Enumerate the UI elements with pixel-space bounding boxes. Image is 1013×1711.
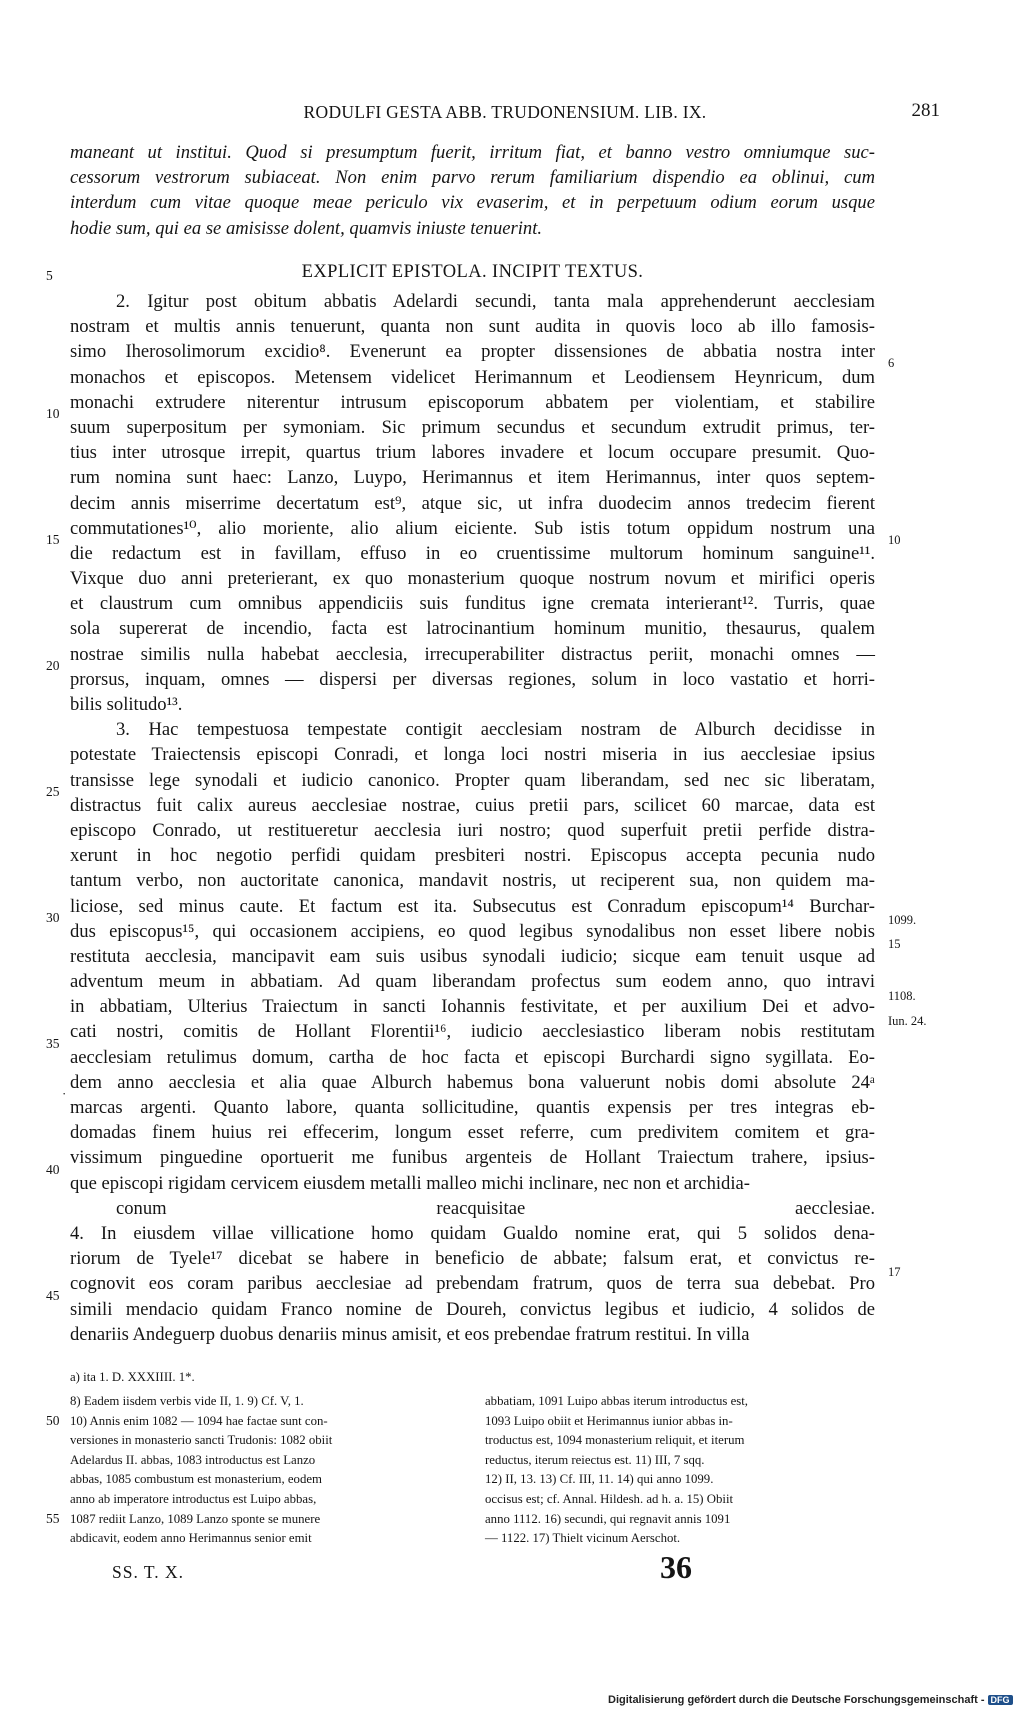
line-number: 45 [46, 1288, 60, 1303]
text-line: monachos et episcopos. Metensem videlicet Herimannum et Leodiensem Heynricum, dum [70, 366, 875, 388]
text-line: bilis solitudo¹³. [70, 694, 183, 715]
footnote-line: 10) Annis enim 1082 — 1094 hae factae sunt con- [70, 1413, 328, 1428]
text-line: riorum de Tyele¹⁷ dicebat se habere in beneficio de abbate; falsum erat, et convictus re- [70, 1248, 875, 1270]
text-line: nostrae similis nulla habebat aecclesia, irrecuperabiliter distractus periit, monachi omnes — [70, 643, 875, 665]
text-line: die redactum est in favillam, effuso in eo cruentissime multorum hominum sanguine¹¹. [70, 542, 875, 564]
line-number: 40 [46, 1162, 60, 1177]
footnote-line: 8) Eadem iisdem verbis vide II, 1. 9) Cf. V, 1. [70, 1394, 304, 1408]
footnote-line: anno 1112. 16) secundi, qui regnavit annis 1091 [485, 1511, 731, 1526]
text-line: in abbatiam, Ulterius Traiectum in sancti Iohannis festivitate, et per auxilium Dei et advo- [70, 996, 875, 1018]
text-line: potestate Traiectensis episcopi Conradi, et longa loci nostri miseria in ius aecclesiae ipsius [70, 744, 875, 766]
text-line: liciose, sed minus caute. Et factum est ita. Subsecutus est Conradum episcopum¹⁴ Burchar- [70, 895, 875, 917]
text-line: restituta aecclesia, mancipavit eam suis usibus synodali iudicio; sicque eam tenuit usque ad [70, 945, 875, 967]
text-line: et claustrum cum omnibus appendiciis suis funditus igne cremata interierant¹². Turris, quae [70, 593, 875, 615]
footnote-line: abbas, 1085 combustum est monasterium, eodem [70, 1472, 322, 1487]
text-line: 2. Igitur post obitum abbatis Adelardi secundi, tanta mala apprehenderunt aecclesiam [116, 291, 875, 312]
text-line: Vixque duo anni preterierant, ex quo monasterium quoque nostrum novum et mirifici operis [70, 568, 875, 590]
line-number: 20 [46, 658, 60, 673]
margin-date: Iun. 24. [888, 1014, 927, 1028]
margin-note: 17 [888, 1265, 901, 1279]
margin-year: 1099. [888, 913, 917, 927]
running-header [70, 98, 940, 128]
line-number: 10 [46, 406, 60, 421]
text-line: simo Iherosolimorum excidio⁸. Evenerunt ea propter dissensiones de abbatia nostra inter [70, 341, 875, 363]
footnote-line: reductus, iterum reiectus est. 11) III, 7 sqq. [485, 1452, 705, 1467]
footnote-line: 1093 Luipo obiit et Herimannus iunior abbas in- [485, 1413, 733, 1428]
text-line: domadas finem huius rei effecerim, longum esset referre, cum predivitem comitem et gra- [70, 1122, 875, 1144]
text-line: conum reacquisitae aecclesiae. [116, 1197, 875, 1219]
text-line: monachi extrudere niterentur intrusum episcoporum abbatem per violentiam, et stabilire [70, 391, 875, 413]
text-line: tius inter utrosque irrepit, quartus trium labores invadere et locum occupare presumit. Quo- [70, 442, 875, 464]
text-line: prorsus, inquam, omnes — dispersi per diversas regiones, solum in loco vastatio et horri- [70, 668, 875, 690]
text-line: distractus fuit calix aureus aecclesiae nostrae, cuius pretii pars, scilicet 60 marcae, data est [70, 794, 875, 816]
footnote-line: abdicavit, eodem anno Herimannus senior emit [70, 1531, 312, 1546]
signature-mark: SS. T. X. [112, 1562, 185, 1582]
footnote-line: Adelardus II. abbas, 1083 introductus est Lanzo [70, 1452, 316, 1467]
text-line: nostram et multis annis tenuerunt, quanta non sunt audita in quovis loco ab illo famosis- [70, 316, 875, 338]
line-number: 5 [46, 268, 53, 283]
text-line: aecclesiam retulimus domum, cartha de hoc facta et episcopi Burchardi signo sygillata. Eo- [70, 1046, 875, 1068]
text-line: transisse lege synodali et iudicio canonico. Propter quam liberandam, sed nec sic liberatam, [70, 769, 875, 791]
text-line: adventum meum in abbatiam. Ad quam liberandam profectus sum eodem anno, quo intravi [70, 971, 875, 993]
digitization-banner [608, 1694, 1013, 1706]
intro-line: interdum cum vitae quoque meae periculo vix evaserim, et in perpetuum odium eorum usque [70, 192, 875, 214]
line-number: 25 [46, 784, 60, 799]
main-text [70, 289, 875, 1347]
footnotes-left-column [70, 1392, 470, 1549]
text-line: 4. In eiusdem villae villicatione homo quidam Gualdo nomine erat, qui 5 solidos dena- [70, 1222, 875, 1244]
text-line: denariis Andeguerp duobus denariis minus amisit, et eos prebendae fratrum restitui. In villa [70, 1323, 750, 1345]
header-title: RODULFI GESTA ABB. TRUDONENSIUM. LIB. IX. [303, 102, 707, 122]
margin-year: 1108. [888, 989, 916, 1003]
intro-line: maneant ut institui. Quod si presumptum fuerit, irritum fiat, et banno vestro omniumque suc- [70, 142, 875, 163]
sheet-number: 36 [660, 1549, 692, 1585]
footnote-line: versiones in monasterio sancti Trudonis: 1082 obiit [70, 1433, 333, 1448]
dfg-logo: DFG [988, 1695, 1013, 1705]
margin-note: 15 [888, 937, 901, 951]
text-line: tantum verbo, non auctoritate canonica, mandavit nostris, ut reciperent sua, non quidem ma- [70, 870, 875, 892]
text-line: commutationes¹⁰, alio moriente, alio alium eiciente. Sub istis totum oppidum nostrum una [70, 517, 875, 539]
variant-note: a) ita 1. D. XXXIIII. 1*. [70, 1370, 195, 1384]
footnote-line: troductus est, 1094 monasterium reliquit, et iterum [485, 1433, 745, 1448]
text-line: vissimum pinguedine oportuerit me funibus argenteis de Hollant Traiectum trahere, ipsius- [70, 1147, 875, 1169]
section-heading: EXPLICIT EPISTOLA. INCIPIT TEXTUS. [301, 262, 644, 282]
footnote-line: 1087 rediit Lanzo, 1089 Lanzo sponte se munere [70, 1511, 321, 1526]
text-line: cognovit eos coram paribus aecclesiae ad prebendam fratrum, quos de terra sua debebat. Pro [70, 1273, 875, 1295]
line-marker: · [62, 1086, 67, 1101]
line-number: 50 [46, 1413, 60, 1428]
text-line: cati nostri, comitis de Hollant Florentii¹⁶, iudicio aecclesiastico liberam nobis restitutam [70, 1021, 875, 1043]
footnote-line: abbatiam, 1091 Luipo abbas iterum introductus est, [485, 1394, 748, 1408]
line-number: 55 [46, 1511, 60, 1526]
line-number: 30 [46, 910, 60, 925]
text-line: simili mendacio quidam Franco nomine de Doureh, convictus legibus et iudicio, 4 solidos de [70, 1298, 875, 1320]
line-number: 15 [46, 532, 60, 547]
footnote-line: — 1122. 17) Thielt vicinum Aerschot. [485, 1531, 681, 1546]
intro-line: hodie sum, qui ea se amisisse dolent, quamvis iniuste tenuerint. [70, 217, 543, 239]
text-line: marcas argenti. Quanto labore, quanta sollicitudine, quantis expensis per tres integras eb- [70, 1097, 875, 1118]
page-number: 281 [911, 100, 940, 121]
text-line: dus episcopus¹⁵, qui occasionem accipiens, eo quod legibus synodalibus non esset libere nobis [70, 920, 875, 942]
digitization-text: Digitalisierung gefördert durch die Deutsche Forschungsgemeinschaft - [608, 1694, 985, 1706]
text-line: decim annis miserrime decertatum est⁹, atque sic, ut infra duodecim annos tredecim fierent [70, 492, 875, 514]
line-number: 35 [46, 1036, 60, 1051]
footnote-line: anno ab imperatore introductus est Luipo abbas, [70, 1491, 317, 1506]
text-line: xerunt in hoc negotio perfidi quidam presbiteri nostri. Episcopus accepta pecunia nudo [70, 845, 875, 867]
text-line: suum superpositum per symoniam. Sic primum secundus et secundum extrudit primus, ter- [70, 416, 875, 438]
margin-note: 6 [888, 356, 895, 370]
text-line: episcopo Conrado, ut restitueretur aecclesia iuri nostro; quod superfuit pretii perfide distra- [70, 819, 875, 841]
footnote-line: occisus est; cf. Annal. Hildesh. ad h. a. 15) Obiit [485, 1491, 734, 1506]
text-line: rum nomina sunt haec: Lanzo, Luypo, Herimannus et item Herimannus, inter quos septem- [70, 467, 875, 489]
text-line: 3. Hac tempestuosa tempestate contigit aecclesiam nostram de Alburch decidisse in [116, 719, 875, 741]
text-line: dem anno aecclesia et alia quae Alburch habemus bona valuerunt nobis domi absolute 24ᵃ [70, 1071, 875, 1093]
intro-paragraph [70, 140, 875, 241]
footnote-line: 12) II, 13. 13) Cf. III, 11. 14) qui anno 1099. [485, 1472, 714, 1487]
text-line: sola supererat de incendio, facta est latrocinantium hominum munitio, thesaurus, qualem [70, 618, 875, 640]
text-line: que episcopi rigidam cervicem eiusdem metalli malleo michi inclinare, nec non et archidia- [70, 1172, 750, 1194]
margin-note: 10 [888, 533, 901, 547]
intro-line: cessorum vestrorum subiaceat. Non enim parvo rerum familiarium dispendio ea oblinui, cum [70, 167, 875, 189]
footnotes-right-column [485, 1392, 885, 1549]
